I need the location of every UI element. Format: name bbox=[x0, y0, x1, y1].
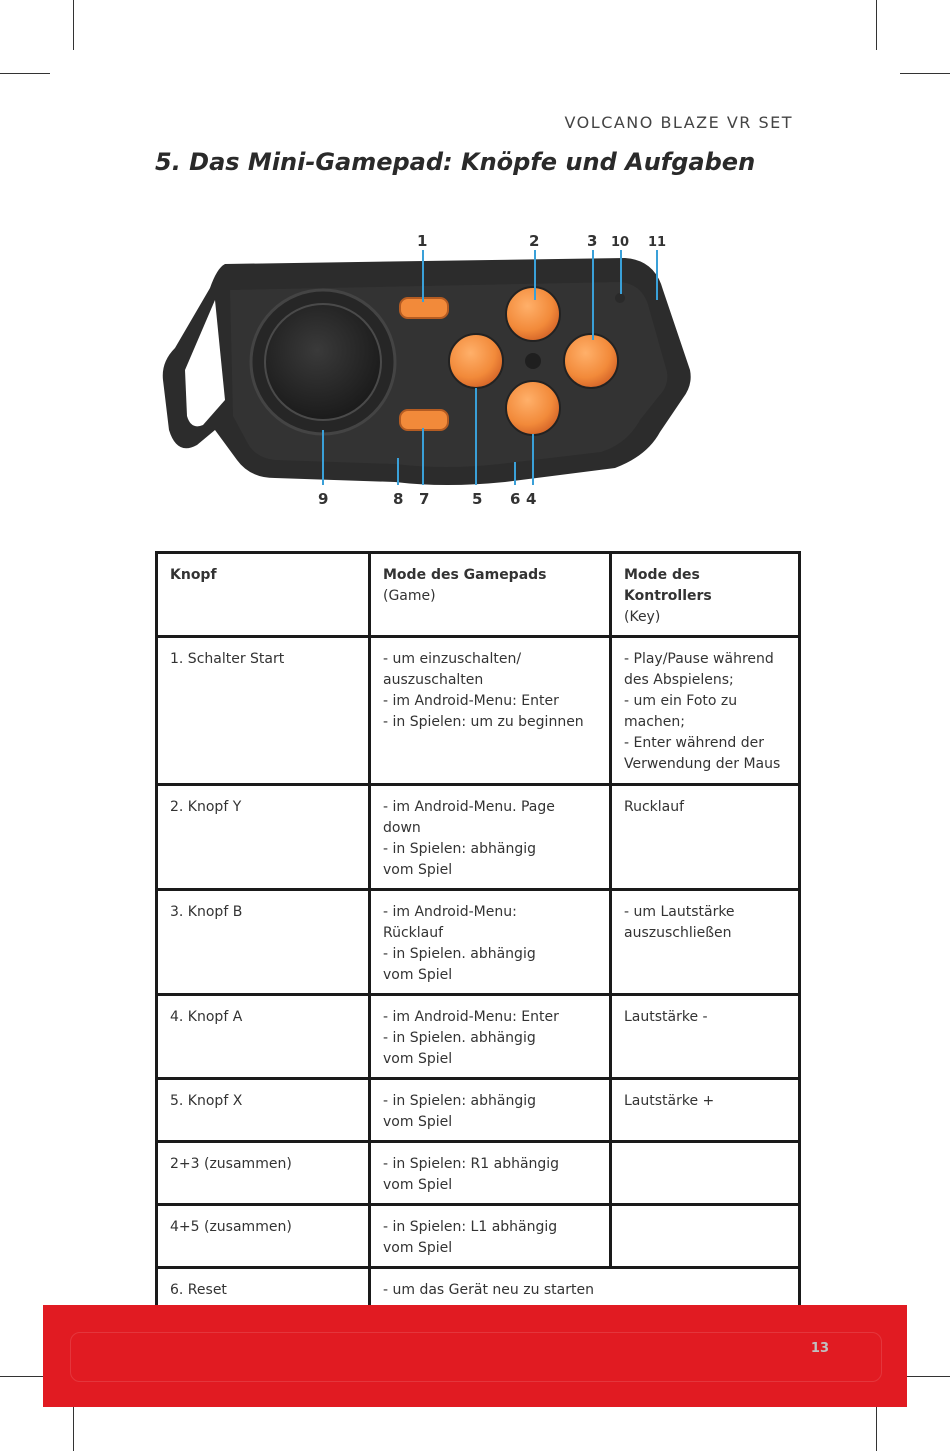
callout-3: 3 bbox=[587, 232, 598, 250]
footer-bar bbox=[43, 1305, 907, 1407]
header-controller-mode: Mode des Kontrollers (Key) bbox=[611, 553, 800, 637]
x-button-shape bbox=[449, 334, 503, 388]
cell-gamepad: - in Spielen: R1 abhängig vom Spiel bbox=[370, 1142, 611, 1205]
page-number: 13 bbox=[810, 1341, 829, 1356]
callout-2: 2 bbox=[529, 232, 540, 250]
header-gamepad-mode: Mode des Gamepads (Game) bbox=[370, 553, 611, 637]
cell-gamepad: - im Android-Menu: Enter - in Spielen. abhängig vom Spiel bbox=[370, 995, 611, 1079]
b-button-shape bbox=[564, 334, 618, 388]
cell-kontroller bbox=[611, 1142, 800, 1205]
cell-kontroller bbox=[611, 1205, 800, 1268]
header-knopf: Knopf bbox=[157, 553, 370, 637]
joystick bbox=[265, 304, 381, 420]
cell-knopf: 6. Reset bbox=[157, 1268, 370, 1310]
manual-title: VOLCANO BLAZE VR SET bbox=[564, 113, 793, 132]
callout-5: 5 bbox=[472, 490, 483, 508]
crop-mark bbox=[0, 73, 50, 74]
cell-kontroller: - Play/Pause während des Abspielens; - um ein Foto zu machen; - Enter während der Verwendung der Maus bbox=[611, 637, 800, 785]
table-row bbox=[157, 1142, 800, 1205]
callout-6: 6 bbox=[510, 490, 521, 508]
cell-knopf: 5. Knopf X bbox=[157, 1079, 370, 1142]
callout-7: 7 bbox=[419, 490, 430, 508]
table-row bbox=[157, 1205, 800, 1268]
callout-8: 8 bbox=[393, 490, 404, 508]
table-row bbox=[157, 1079, 800, 1142]
crop-mark bbox=[73, 0, 74, 50]
cell-knopf: 2. Knopf Y bbox=[157, 785, 370, 890]
cell-kontroller: Lautstärke + bbox=[611, 1079, 800, 1142]
section-title: 5. Das Mini-Gamepad: Knöpfe und Aufgaben bbox=[155, 148, 756, 176]
gamepad-illustration bbox=[155, 220, 705, 520]
cell-kontroller: Rucklauf bbox=[611, 785, 800, 890]
button-function-table bbox=[155, 551, 801, 1311]
a-button-shape bbox=[506, 381, 560, 435]
cell-knopf: 2+3 (zusammen) bbox=[157, 1142, 370, 1205]
cell-gamepad: - im Android-Menu: Rücklauf - in Spielen. abhängig vom Spiel bbox=[370, 890, 611, 995]
table-row bbox=[157, 637, 800, 785]
callout-9: 9 bbox=[318, 490, 329, 508]
crop-mark bbox=[900, 1376, 950, 1377]
cell-knopf: 4+5 (zusammen) bbox=[157, 1205, 370, 1268]
table-header-row bbox=[157, 553, 800, 637]
cell-gamepad: - in Spielen: abhängig vom Spiel bbox=[370, 1079, 611, 1142]
cell-knopf: 1. Schalter Start bbox=[157, 637, 370, 785]
cell-gamepad: - um einzuschalten/ auszuschalten - im Android-Menu: Enter - in Spielen: um zu beginnen bbox=[370, 637, 611, 785]
cell-kontroller: Lautstärke - bbox=[611, 995, 800, 1079]
table-row bbox=[157, 890, 800, 995]
cell-gamepad: - in Spielen: L1 abhängig vom Spiel bbox=[370, 1205, 611, 1268]
cell-kontroller: - um Lautstärke auszuschließen bbox=[611, 890, 800, 995]
y-button-shape bbox=[506, 287, 560, 341]
footer-frame bbox=[70, 1332, 882, 1382]
callout-1: 1 bbox=[417, 232, 428, 250]
cell-reset-description: - um das Gerät neu zu starten bbox=[370, 1268, 800, 1310]
callout-10: 10 bbox=[611, 235, 630, 250]
crop-mark bbox=[876, 0, 877, 50]
select-button-shape bbox=[400, 410, 448, 430]
crop-mark bbox=[73, 1400, 74, 1451]
cell-gamepad: - im Android-Menu. Page down - in Spielen: abhängig vom Spiel bbox=[370, 785, 611, 890]
crop-mark bbox=[876, 1400, 877, 1451]
callout-11: 11 bbox=[648, 235, 667, 250]
cell-knopf: 4. Knopf A bbox=[157, 995, 370, 1079]
table-row bbox=[157, 785, 800, 890]
callout-4: 4 bbox=[526, 490, 537, 508]
crop-mark bbox=[900, 73, 950, 74]
table-row-reset bbox=[157, 1268, 800, 1310]
table-row bbox=[157, 995, 800, 1079]
cell-knopf: 3. Knopf B bbox=[157, 890, 370, 995]
